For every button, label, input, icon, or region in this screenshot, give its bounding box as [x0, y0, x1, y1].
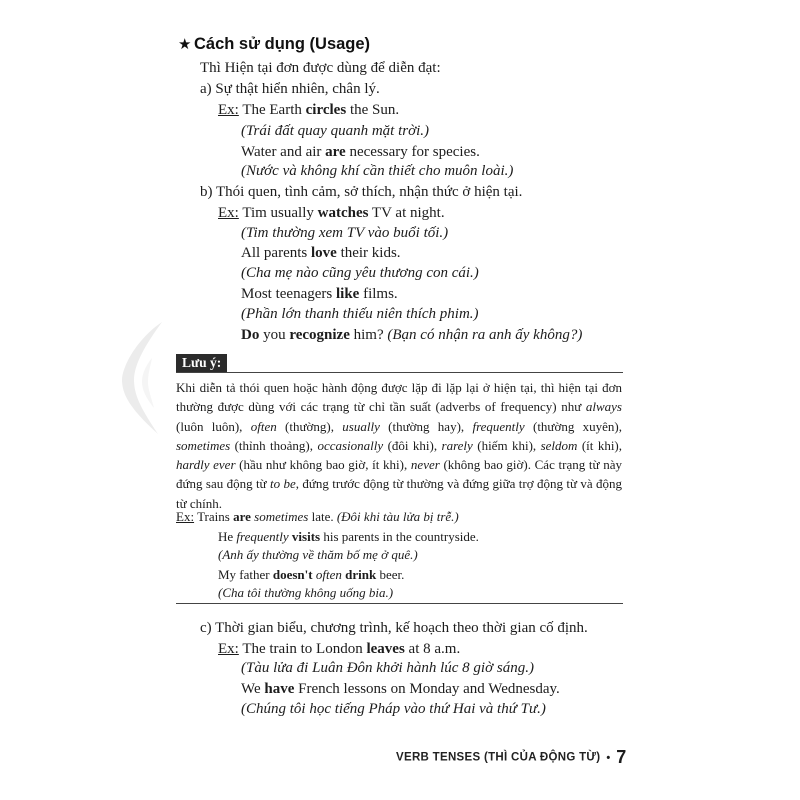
example-text: films.	[359, 286, 398, 302]
section-b-title: b) Thói quen, tình cảm, sở thích, nhận thức ở hiện tại.	[200, 184, 523, 200]
note-text: (thường),	[276, 418, 343, 434]
note-text: (luôn luôn),	[176, 418, 251, 434]
note-text: (thường hay),	[379, 418, 473, 434]
section-b-translation-3: (Phần lớn thanh thiếu niên thích phim.)	[241, 306, 479, 322]
example-text: Tim usually	[238, 205, 318, 221]
decorative-watermark-icon	[118, 318, 168, 438]
note-text: (đôi khi),	[383, 437, 442, 453]
section-heading	[178, 34, 370, 55]
adverb: rarely	[441, 437, 473, 453]
note-example-1	[176, 508, 459, 526]
note-text: (hầu như không bao giờ, ít khi),	[235, 457, 411, 473]
example-verb: drink	[345, 567, 377, 582]
heading-text: Cách sử dụng (Usage)	[194, 35, 371, 53]
section-c-example-2	[241, 680, 560, 698]
adverb: sometimes	[176, 437, 231, 453]
example-text: Trains	[194, 509, 234, 524]
note-text: (ít khi),	[577, 437, 623, 453]
section-c-translation-1: (Tàu lửa đi Luân Đôn khởi hành lúc 8 giờ sáng.)	[241, 660, 534, 676]
adverb: often	[250, 418, 277, 434]
adverb: frequently	[236, 529, 289, 544]
adverb: seldom	[540, 437, 578, 453]
section-a-translation-2: (Nước và không khí cần thiết cho muôn loài.)	[241, 163, 514, 179]
section-b-example-3	[241, 285, 398, 303]
running-footer-title: VERB TENSES (THÌ CỦA ĐỘNG TỪ)	[396, 751, 601, 764]
adverb: sometimes	[254, 509, 309, 524]
adverb: usually	[342, 418, 380, 434]
example-verb: watches	[317, 205, 369, 221]
example-verb: are	[325, 144, 346, 160]
note-bottom-divider	[176, 603, 623, 604]
adverb: hardly ever	[176, 457, 236, 473]
note-translation-2: (Anh ấy thường về thăm bố mẹ ở quê.)	[218, 547, 418, 562]
example-translation: (Bạn có nhận ra anh ấy không?)	[387, 327, 583, 343]
section-a-example-1	[218, 101, 399, 119]
section-b-example-2	[241, 244, 401, 262]
example-text: late.	[308, 509, 337, 524]
section-c-translation-2: (Chúng tôi học tiếng Pháp vào thứ Hai và thứ Tư.)	[241, 701, 546, 717]
example-text: Water and air	[241, 144, 326, 160]
note-text: Khi diễn tả thói quen hoặc hành động được lặp đi lặp lại ở hiện tại, thì hiện tại đơn thường được dùng với các trạng từ chỉ tần suất (adverbs of frequency) như	[176, 380, 622, 415]
example-text: him?	[349, 327, 388, 343]
example-text: The train to London	[238, 641, 367, 657]
note-text: (hiếm khi),	[472, 437, 541, 453]
example-text: the Sun.	[346, 102, 400, 118]
page-footer	[396, 747, 626, 768]
example-text: necessary for species.	[345, 144, 480, 160]
section-a-example-2	[241, 143, 480, 161]
example-text: beer.	[376, 567, 405, 582]
example-text: their kids.	[336, 245, 401, 261]
example-text: TV at night.	[368, 205, 445, 221]
adverb: never	[410, 457, 440, 473]
example-verb: like	[335, 286, 360, 302]
example-verb: circles	[305, 102, 347, 118]
section-a-translation-1: (Trái đất quay quanh mặt trời.)	[241, 123, 430, 139]
note-translation-3: (Cha tôi thường không uống bia.)	[218, 585, 394, 600]
example-text: The Earth	[238, 102, 306, 118]
note-paragraph	[176, 378, 622, 513]
example-verb: are	[233, 509, 251, 524]
example-verb: leaves	[366, 641, 405, 657]
note-text: (thường xuyên),	[524, 418, 622, 434]
example-text: his parents in the countryside.	[320, 529, 479, 544]
example-verb: love	[310, 245, 337, 261]
example-text: He	[218, 529, 237, 544]
example-label: Ex:	[218, 102, 239, 118]
example-label: Ex:	[218, 205, 239, 221]
section-b-example-1	[218, 204, 445, 222]
example-text: at 8 a.m.	[404, 641, 461, 657]
example-verb: doesn't	[272, 567, 313, 582]
star-icon: ★	[178, 36, 192, 53]
adverb: occasionally	[317, 437, 384, 453]
example-verb: Do	[241, 327, 260, 343]
example-label: Ex:	[176, 509, 195, 524]
adverb: frequently	[472, 418, 525, 434]
note-top-divider	[176, 372, 623, 373]
section-b-translation-2: (Cha mẹ nào cũng yêu thương con cái.)	[241, 265, 479, 281]
section-b-translation-1: (Tim thường xem TV vào buổi tối.)	[241, 225, 449, 241]
section-c-title: c) Thời gian biểu, chương trình, kế hoạch theo thời gian cố định.	[200, 620, 588, 636]
example-verb: visits	[291, 529, 321, 544]
note-example-3	[218, 566, 404, 584]
example-translation: (Đôi khi tàu lửa bị trễ.)	[336, 509, 459, 524]
intro-text: Thì Hiện tại đơn được dùng để diễn đạt:	[200, 60, 441, 76]
example-text: All parents	[241, 245, 311, 261]
example-verb: have	[264, 681, 295, 697]
page-number: 7	[616, 747, 627, 767]
adverb: often	[315, 567, 342, 582]
example-text: My father	[218, 567, 273, 582]
section-c-example-1	[218, 640, 460, 658]
example-text: you	[259, 327, 290, 343]
example-text: We	[241, 681, 265, 697]
bullet-icon: •	[606, 751, 611, 764]
example-label: Ex:	[218, 641, 239, 657]
note-label: Lưu ý:	[176, 354, 227, 372]
section-b-example-4	[241, 326, 582, 344]
example-text: French lessons on Monday and Wednesday.	[294, 681, 560, 697]
section-a-title: a) Sự thật hiển nhiên, chân lý.	[200, 81, 380, 97]
note-text: (không bao giờ). Các trạng từ này đứng sau động từ	[176, 457, 622, 492]
note-text: (thỉnh thoảng),	[230, 437, 318, 453]
note-text: , đứng trước động từ thường và đứng giữa trợ động từ và động từ chính.	[176, 476, 622, 511]
adverb: to be	[269, 476, 296, 492]
note-example-2	[218, 528, 479, 546]
adverb: always	[585, 399, 622, 415]
example-text: Most teenagers	[241, 286, 336, 302]
example-verb: recognize	[289, 327, 350, 343]
